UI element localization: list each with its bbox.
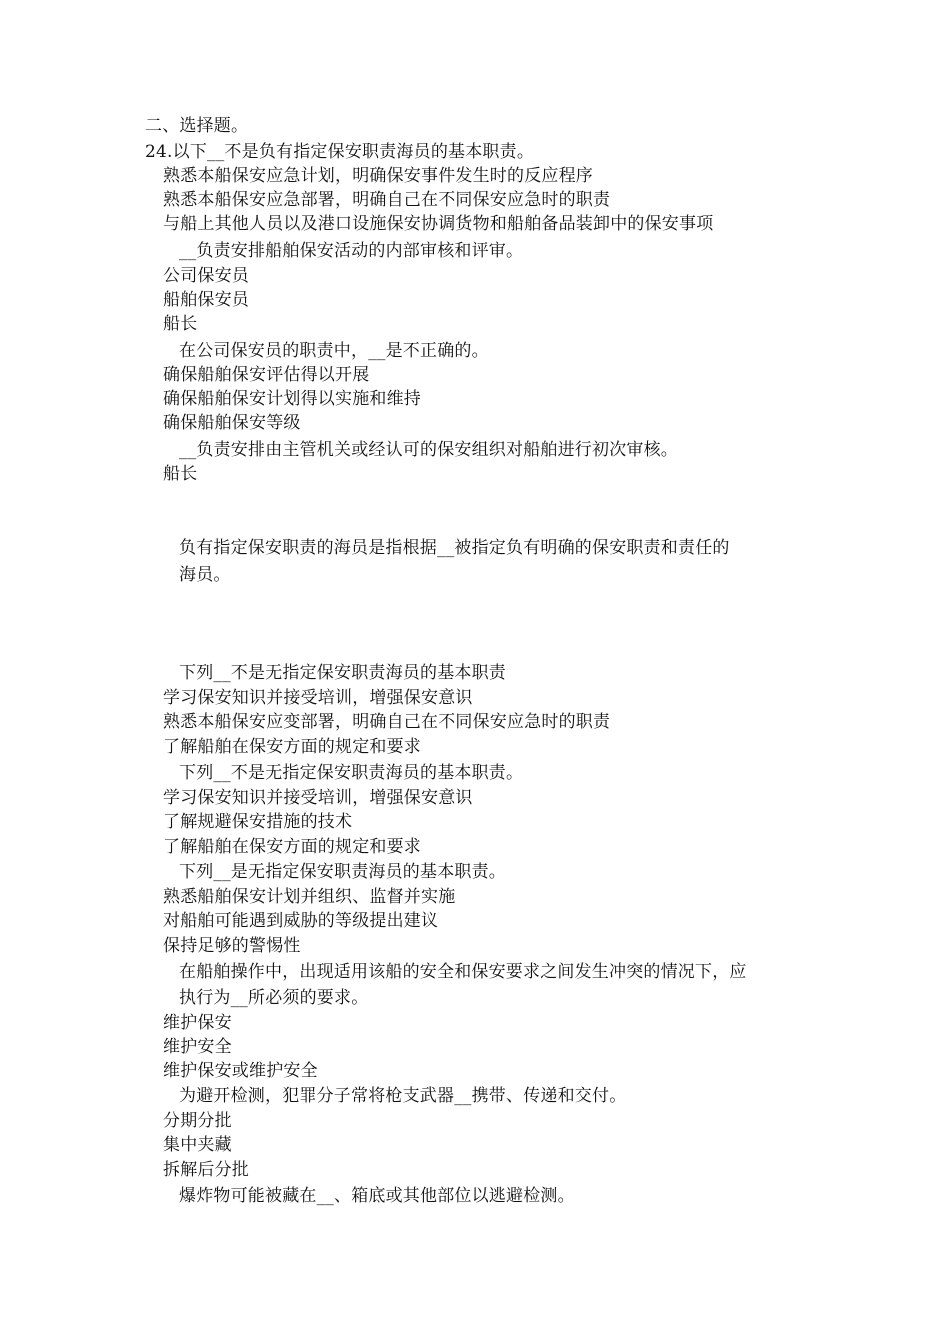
- question-stem-continued: 海员。: [179, 565, 231, 585]
- option-b: 船舶保安员: [163, 290, 249, 310]
- question-stem: 在船舶操作中，出现适用该船的安全和保安要求之间发生冲突的情况下，应: [179, 962, 747, 982]
- question-stem: 下列__不是无指定保安职责海员的基本职责: [179, 663, 506, 683]
- question-stem-continued: 执行为__所必须的要求。: [179, 988, 369, 1008]
- option-b: 确保船舶保安计划得以实施和维持: [163, 389, 421, 409]
- option-b: 了解规避保安措施的技术: [163, 812, 353, 832]
- question-stem: 为避开检测，犯罪分子常将枪支武器__携带、传递和交付。: [179, 1086, 627, 1106]
- option-a: 确保船舶保安评估得以开展: [163, 365, 370, 385]
- option-b: 对船舶可能遇到威胁的等级提出建议: [163, 911, 439, 931]
- question-stem: __负责安排船舶保安活动的内部审核和评审。: [179, 241, 524, 261]
- option-c: 维护保安或维护安全: [163, 1061, 318, 1081]
- option-a: 船长: [163, 464, 198, 484]
- option-a: 熟悉本船保安应急计划，明确保安事件发生时的反应程序: [163, 166, 593, 186]
- option-c: 了解船舶在保安方面的规定和要求: [163, 737, 421, 757]
- option-c: 了解船舶在保安方面的规定和要求: [163, 837, 421, 857]
- question-stem: __负责安排由主管机关或经认可的保安组织对船舶进行初次审核。: [179, 440, 678, 460]
- question-stem: 爆炸物可能被藏在__、箱底或其他部位以逃避检测。: [179, 1186, 575, 1206]
- option-a: 维护保安: [163, 1013, 232, 1033]
- option-a: 熟悉船舶保安计划并组织、监督并实施: [163, 887, 456, 907]
- question-stem: 下列__是无指定保安职责海员的基本职责。: [179, 862, 506, 882]
- option-c: 确保船舶保安等级: [163, 413, 301, 433]
- option-c: 与船上其他人员以及港口设施保安协调货物和船舶备品装卸中的保安事项: [163, 214, 714, 234]
- option-b: 集中夹藏: [163, 1135, 232, 1155]
- option-c: 保持足够的警惕性: [163, 936, 301, 956]
- option-a: 学习保安知识并接受培训，增强保安意识: [163, 688, 473, 708]
- question-stem: 下列__不是无指定保安职责海员的基本职责。: [179, 763, 524, 783]
- option-a: 分期分批: [163, 1111, 232, 1131]
- question-stem: 24.以下__不是负有指定保安职责海员的基本职责。: [145, 142, 535, 162]
- option-a: 公司保安员: [163, 266, 249, 286]
- option-c: 拆解后分批: [163, 1160, 249, 1180]
- option-b: 熟悉本船保安应急部署，明确自己在不同保安应急时的职责: [163, 190, 611, 210]
- option-b: 维护安全: [163, 1037, 232, 1057]
- option-c: 船长: [163, 314, 198, 334]
- option-a: 学习保安知识并接受培训，增强保安意识: [163, 788, 473, 808]
- question-stem: 负有指定保安职责的海员是指根据__被指定负有明确的保安职责和责任的: [179, 538, 730, 558]
- option-b: 熟悉本船保安应变部署，明确自己在不同保安应急时的职责: [163, 712, 611, 732]
- question-stem: 在公司保安员的职责中，__是不正确的。: [179, 341, 489, 361]
- section-heading: 二、选择题。: [145, 116, 249, 136]
